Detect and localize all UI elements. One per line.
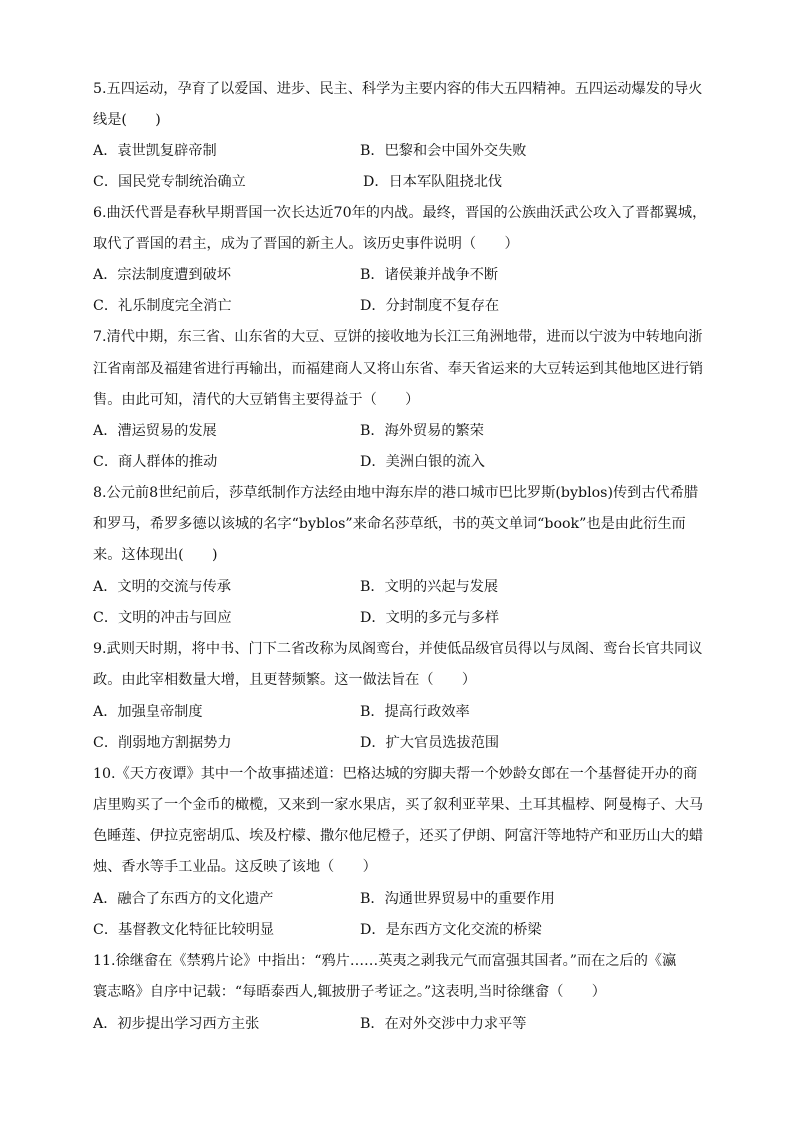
- question-7-option-d: D．美洲白银的流入: [360, 454, 485, 470]
- question-10-stem-line-2: 店里购买了一个金币的橄榄，又来到一家水果店，买了叙利亚苹果、土耳其榅桲、阿曼梅子、大马: [93, 797, 704, 813]
- question-7-option-b: B．海外贸易的繁荣: [360, 423, 484, 439]
- question-11-stem-line-2: 寰志略》自序中记载：“每晤泰西人,辄披册子考证之。”这表明,当时徐继畲（ ）: [93, 984, 606, 1000]
- question-10-stem-line-4: 烛、香水等手工业品。这反映了该地（ ）: [93, 859, 377, 875]
- question-10-stem-line-1: 10.《天方夜谭》其中一个故事描述道：巴格达城的穷脚夫帮一个妙龄女郎在一个基督徒开办的商: [93, 766, 698, 782]
- question-6-options-row-1: [93, 266, 713, 284]
- question-6-option-d: D．分封制度不复存在: [360, 298, 500, 314]
- question-9-options-row-2: [93, 734, 713, 752]
- question-6-option-b: B．诸侯兼并战争不断: [360, 267, 499, 283]
- question-9-option-d: D．扩大官员选拔范围: [360, 735, 500, 751]
- question-9-stem-line-1: 9.武则天时期，将中书、门下二省改称为凤阁鸾台，并使低品级官员得以与凤阁、鸾台长官共同议: [93, 641, 703, 657]
- question-9-option-c: C．削弱地方割据势力: [93, 735, 232, 751]
- question-6-stem-line-1: 6.曲沃代晋是春秋早期晋国一次长达近70年的内战。最终，晋国的公族曲沃武公攻入了晋都翼城，: [93, 205, 707, 221]
- question-8-option-b: B．文明的兴起与发展: [360, 579, 499, 595]
- question-5-stem-line-2: 线是( ): [93, 112, 161, 128]
- question-10-options-row-2: [93, 921, 713, 939]
- question-5-option-d: D．日本军队阻挠北伐: [363, 174, 503, 190]
- question-9-option-a: A．加强皇帝制度: [93, 704, 203, 720]
- question-5-option-b: B．巴黎和会中国外交失败: [360, 143, 527, 159]
- question-6-options-row-2: [93, 297, 713, 315]
- question-7-stem-line-1: 7.清代中期，东三省、山东省的大豆、豆饼的接收地为长江三角洲地带，进而以宁波为中转地向浙: [93, 329, 703, 345]
- question-10-option-b: B．沟通世界贸易中的重要作用: [360, 891, 555, 907]
- question-5-option-a: A．袁世凯复辟帝制: [93, 143, 217, 159]
- question-8-option-c: C．文明的冲击与回应: [93, 610, 232, 626]
- question-11-options-row-1: [93, 1015, 713, 1033]
- question-7-options-row-1: [93, 422, 713, 440]
- question-7-option-c: C．商人群体的推动: [93, 454, 218, 470]
- question-7-stem-line-2: 江省南部及福建省进行再输出，而福建商人又将山东省、奉天省运来的大豆转运到其他地区进行销: [93, 361, 704, 377]
- question-8-option-a: A．文明的交流与传承: [93, 579, 231, 595]
- question-8-option-d: D．文明的多元与多样: [360, 610, 500, 626]
- question-8-stem-line-1: 8.公元前8世纪前后，莎草纸制作方法经由地中海东岸的港口城市巴比罗斯(byblos)传到古代希腊: [93, 485, 699, 501]
- question-7-stem-line-3: 售。由此可知，清代的大豆销售主要得益于（ ）: [93, 392, 420, 408]
- question-9-stem-line-2: 政。由此宰相数量大增，且更替频繁。这一做法旨在（ ）: [93, 672, 477, 688]
- question-9-option-b: B．提高行政效率: [360, 704, 470, 720]
- question-10-option-d: D．是东西方文化交流的桥梁: [360, 922, 542, 938]
- question-5-stem-line-1: 5.五四运动，孕育了以爱国、进步、民主、科学为主要内容的伟大五四精神。五四运动爆发的导火: [93, 81, 703, 97]
- question-11-stem-line-1: 11.徐继畲在《禁鸦片论》中指出：“鸦片……英夷之剥我元气而富强其国者。”而在之后的《瀛: [93, 953, 677, 969]
- question-6-option-a: A．宗法制度遭到破坏: [93, 267, 231, 283]
- question-8-stem-line-2: 和罗马，希罗多德以该城的名字“byblos”来命名莎草纸，书的英文单词“book”也是由此衍生而: [93, 516, 686, 532]
- question-8-options-row-1: [93, 578, 713, 596]
- question-10-stem-line-3: 色睡莲、伊拉克密胡瓜、埃及柠檬、撒尔他尼橙子，还买了伊朗、阿富汗等地特产和亚历山大的蜡: [93, 828, 704, 844]
- question-6-option-c: C．礼乐制度完全消亡: [93, 298, 232, 314]
- question-7-options-row-2: [93, 453, 713, 471]
- question-11-option-a: A．初步提出学习西方主张: [93, 1016, 260, 1032]
- question-10-option-a: A．融合了东西方的文化遗产: [93, 891, 274, 907]
- question-7-option-a: A．漕运贸易的发展: [93, 423, 217, 439]
- question-5-options-row-1: [93, 142, 713, 160]
- question-5-options-row-2: [93, 173, 713, 191]
- question-5-option-c: C．国民党专制统治确立: [93, 174, 246, 190]
- question-8-stem-line-3: 来。这体现出( ): [93, 547, 218, 563]
- question-9-options-row-1: [93, 703, 713, 721]
- question-10-option-c: C．基督教文化特征比较明显: [93, 922, 275, 938]
- question-11-option-b: B．在对外交涉中力求平等: [360, 1016, 527, 1032]
- question-8-options-row-2: [93, 609, 713, 627]
- question-10-options-row-1: [93, 890, 713, 908]
- question-6-stem-line-2: 取代了晋国的君主，成为了晋国的新主人。该历史事件说明（ ）: [93, 236, 519, 252]
